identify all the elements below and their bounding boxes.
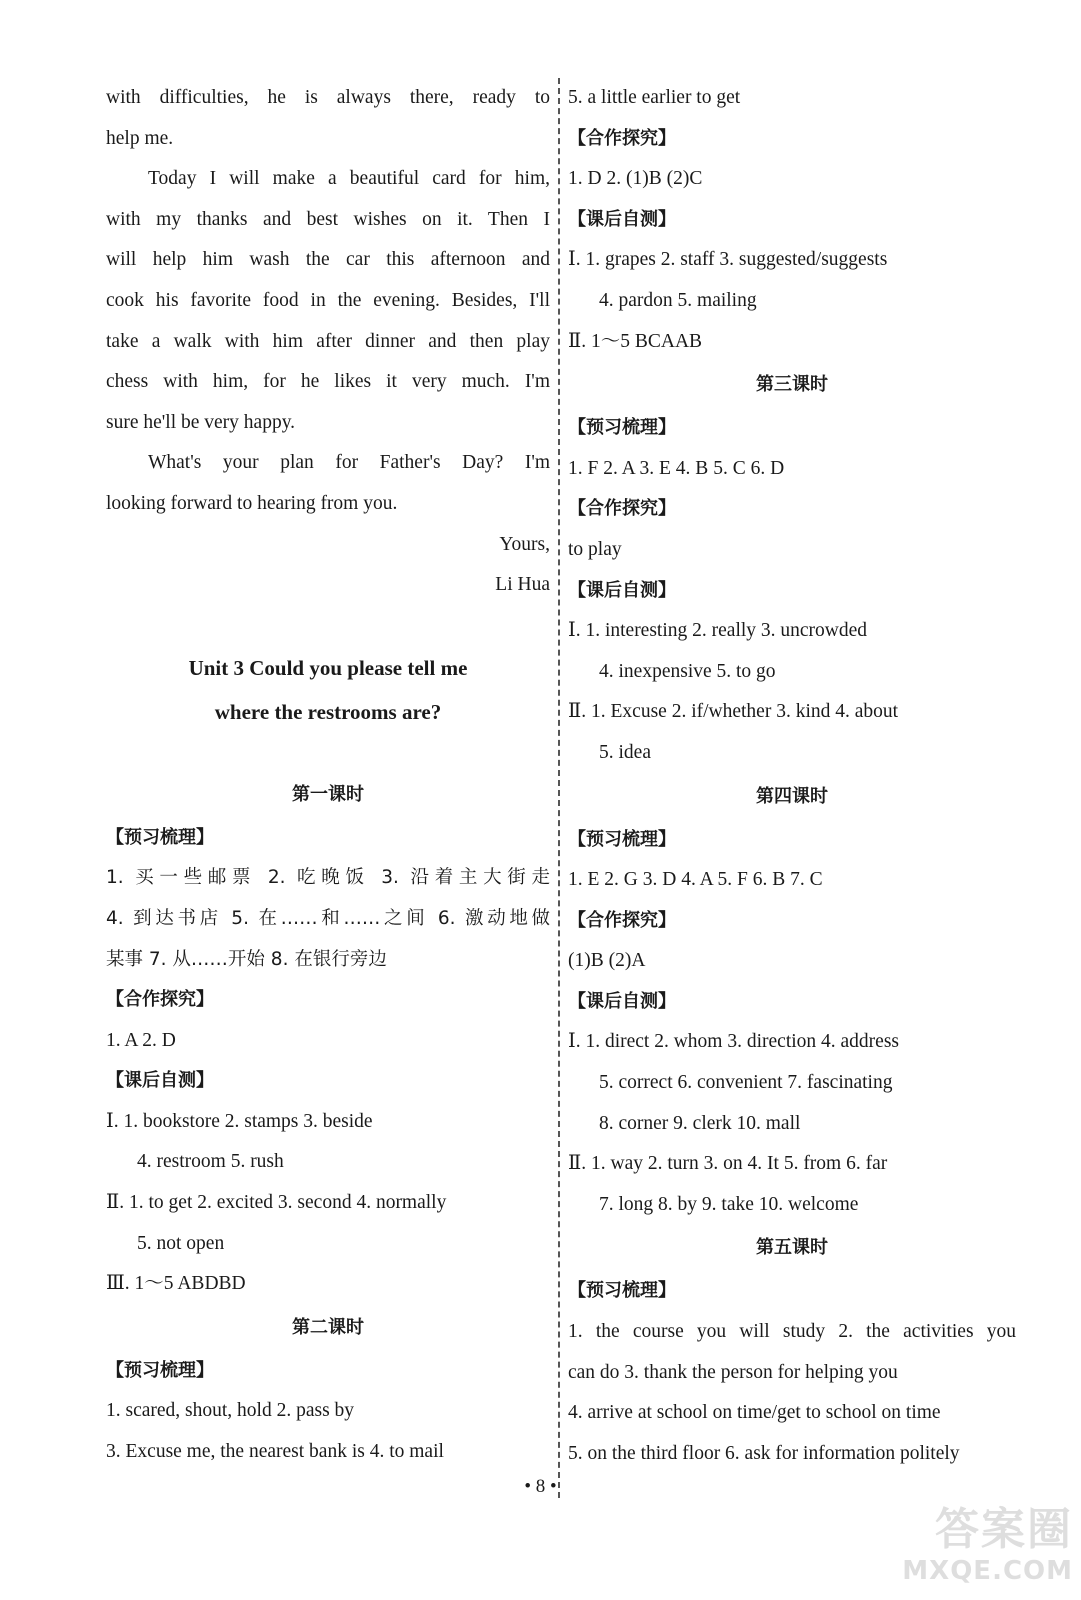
answer-line: 5. a little earlier to get	[568, 87, 741, 108]
answer-line: Ⅰ. 1. bookstore 2. stamps 3. beside	[106, 1110, 373, 1132]
letter-line: will help him wash the car this afternoon and	[106, 249, 550, 271]
answer-line: can do 3. thank the person for helping you	[568, 1361, 898, 1383]
watermark-text-top: 答案圈	[935, 1504, 1073, 1555]
lesson-title: 第五课时	[756, 1237, 828, 1259]
section-header-preview: 【预习梳理】	[568, 1280, 676, 1302]
section-header-preview: 【预习梳理】	[106, 1359, 214, 1381]
answer-line: 7. long 8. by 9. take 10. welcome	[599, 1193, 859, 1215]
letter-line: with difficulties, he is always there, ready to	[106, 87, 550, 108]
answer-line: 1. A 2. D	[106, 1029, 176, 1051]
section-header-test: 【课后自测】	[568, 208, 676, 230]
section-header-test: 【课后自测】	[568, 579, 676, 601]
answer-line: 5. not open	[137, 1232, 225, 1254]
letter-line: looking forward to hearing from you.	[106, 492, 398, 514]
answer-line: 8. corner 9. clerk 10. mall	[599, 1112, 801, 1134]
letter-line: What's your plan for Father's Day? I'm	[148, 452, 550, 474]
answer-line: 1. E 2. G 3. D 4. A 5. F 6. B 7. C	[568, 869, 823, 891]
answer-line: Ⅰ. 1. interesting 2. really 3. uncrowded	[568, 620, 868, 642]
answer-line: Ⅱ. 1. way 2. turn 3. on 4. It 5. from 6. far	[568, 1153, 888, 1175]
column-divider	[558, 78, 560, 1498]
section-header-preview: 【预习梳理】	[568, 417, 676, 439]
section-header-coop: 【合作探究】	[568, 909, 676, 931]
answer-line: 1. F 2. A 3. E 4. B 5. C 6. D	[568, 457, 785, 479]
answer-line: 5. idea	[599, 741, 651, 763]
answer-line: 4. restroom 5. rush	[137, 1151, 284, 1173]
watermark-logo	[883, 1504, 1073, 1596]
unit-title-line-1: Unit 3 Could you please tell me	[188, 655, 468, 680]
section-header-test: 【课后自测】	[568, 990, 676, 1012]
answer-line: to play	[568, 538, 622, 560]
letter-line: sure he'll be very happy.	[106, 411, 296, 433]
answer-line: 某事 7. 从……开始 8. 在银行旁边	[106, 948, 387, 970]
answer-line: Ⅰ. 1. direct 2. whom 3. direction 4. address	[568, 1031, 900, 1053]
answer-line: Ⅱ. 1. to get 2. excited 3. second 4. normally	[106, 1192, 447, 1214]
page-number: • 8 •	[524, 1476, 557, 1497]
unit-title-line-2: where the restrooms are?	[214, 699, 442, 724]
section-header-coop: 【合作探究】	[568, 127, 676, 149]
answer-line: 1. D 2. (1)B (2)C	[568, 168, 703, 190]
letter-line: cook his favorite food in the evening. Besides, I'll	[106, 289, 550, 311]
right-column	[568, 78, 1016, 1474]
letter-signature: Li Hua	[495, 574, 550, 596]
answer-line: 1. scared, shout, hold 2. pass by	[106, 1400, 355, 1422]
section-header-coop: 【合作探究】	[568, 498, 676, 520]
letter-line: help me.	[106, 127, 174, 149]
answer-line: (1)B (2)A	[568, 950, 646, 972]
answer-line: Ⅰ. 1. grapes 2. staff 3. suggested/suggests	[568, 249, 888, 271]
answer-line: 5. on the third floor 6. ask for information politely	[568, 1442, 960, 1464]
lesson-title: 第三课时	[756, 374, 828, 396]
letter-line: Today I will make a beautiful card for him,	[148, 168, 550, 190]
lesson-title: 第二课时	[292, 1316, 364, 1338]
answer-line: 4. arrive at school on time/get to school on time	[568, 1402, 941, 1424]
section-header-test: 【课后自测】	[106, 1070, 214, 1092]
lesson-title: 第一课时	[292, 783, 364, 805]
answer-line: 5. correct 6. convenient 7. fascinating	[599, 1072, 893, 1094]
left-column	[106, 78, 550, 1473]
letter-closing: Yours,	[499, 533, 550, 555]
letter-line: with my thanks and best wishes on it. Then I	[106, 208, 550, 230]
lesson-title: 第四课时	[756, 785, 828, 807]
section-header-preview: 【预习梳理】	[106, 826, 214, 848]
letter-line: chess with him, for he likes it very much. I'm	[106, 371, 550, 393]
answer-line: 3. Excuse me, the nearest bank is 4. to mail	[106, 1441, 444, 1463]
answer-line: 4. 到达书店 5. 在……和……之间 6. 激动地做	[106, 907, 550, 929]
answer-line: 1. 买一些邮票 2. 吃晚饭 3. 沿着主大街走	[106, 867, 550, 889]
answer-line: 4. inexpensive 5. to go	[599, 660, 776, 682]
answer-line: Ⅱ. 1. Excuse 2. if/whether 3. kind 4. about	[568, 701, 899, 723]
answer-line: Ⅱ. 1～5 BCAAB	[568, 330, 703, 352]
section-header-preview: 【预习梳理】	[568, 828, 676, 850]
watermark-text-bottom: MXQE.COM	[902, 1556, 1073, 1586]
letter-line: take a walk with him after dinner and then play	[106, 330, 550, 352]
answer-line: Ⅲ. 1～5 ABDBD	[106, 1273, 246, 1295]
answer-line: 4. pardon 5. mailing	[599, 289, 757, 311]
section-header-coop: 【合作探究】	[106, 989, 214, 1011]
answer-line: 1. the course you will study 2. the activities you	[568, 1321, 1016, 1343]
